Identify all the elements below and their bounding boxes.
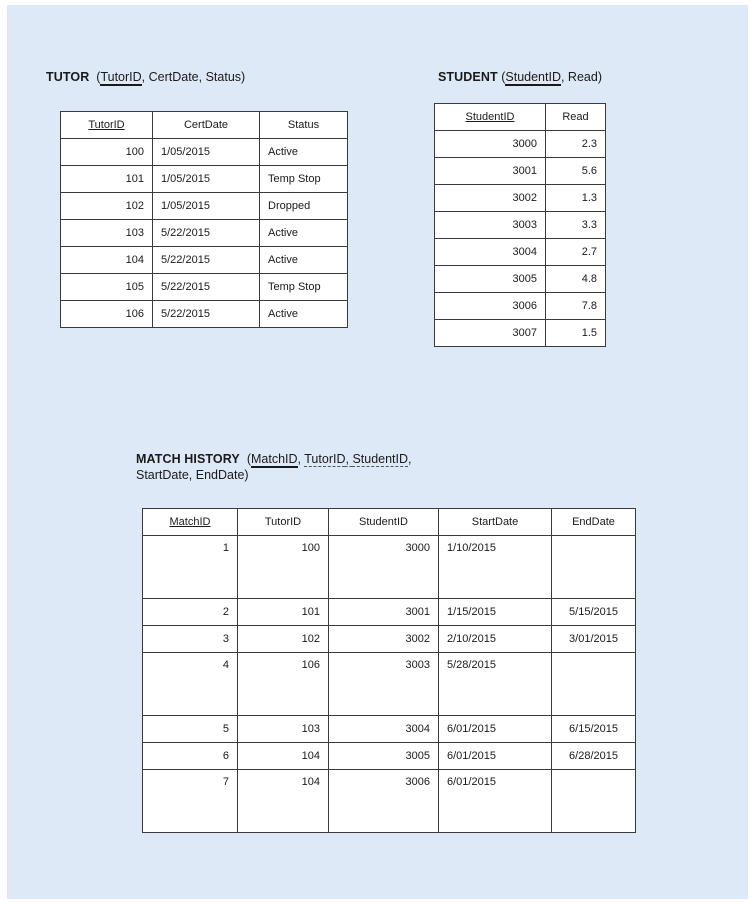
tutor-relation-name: TUTOR	[46, 70, 90, 84]
table-row	[143, 626, 636, 653]
column-header-certdate: CertDate	[153, 112, 260, 139]
cell: Temp Stop	[260, 166, 348, 193]
cell: 103	[238, 716, 329, 743]
table-row	[435, 185, 606, 212]
cell: Active	[260, 139, 348, 166]
table-row	[61, 301, 348, 328]
cell: 1.5	[546, 320, 606, 347]
cell: 100	[61, 139, 153, 166]
table-row	[61, 220, 348, 247]
cell: 3004	[329, 716, 439, 743]
table-row	[61, 139, 348, 166]
cell: Active	[260, 220, 348, 247]
cell: 6/01/2015	[439, 716, 552, 743]
match-open-paren: (	[246, 452, 251, 466]
cell: 5/28/2015	[439, 653, 552, 716]
cell: 101	[238, 599, 329, 626]
cell: 1/05/2015	[153, 139, 260, 166]
cell: 100	[238, 536, 329, 599]
student-table	[434, 103, 606, 347]
cell: 103	[61, 220, 153, 247]
cell: 7	[143, 770, 238, 833]
cell: 3006	[435, 293, 546, 320]
cell: Active	[260, 301, 348, 328]
cell: 1/05/2015	[153, 193, 260, 220]
table-header-row	[435, 104, 606, 131]
cell: 104	[238, 770, 329, 833]
student-attrs-rest: , Read)	[560, 70, 602, 84]
figure-page	[7, 5, 748, 899]
tutor-open-paren: (	[96, 70, 101, 84]
tutor-heading	[46, 70, 245, 85]
cell: 1	[143, 536, 238, 599]
cell: 3.3	[546, 212, 606, 239]
tutor-pk-attr: TutorID	[100, 70, 142, 84]
cell: 101	[61, 166, 153, 193]
cell: 3005	[435, 266, 546, 293]
cell: 2/10/2015	[439, 626, 552, 653]
table-row	[435, 158, 606, 185]
column-header-read: Read	[546, 104, 606, 131]
cell: 3000	[329, 536, 439, 599]
column-header-tutorid: TutorID	[238, 509, 329, 536]
table-row	[435, 131, 606, 158]
match-fk-sep: ,	[345, 452, 353, 466]
match-after-fk: ,	[408, 452, 412, 466]
cell: 3001	[435, 158, 546, 185]
table-row	[61, 193, 348, 220]
match-history-table	[142, 508, 636, 833]
cell: 5/22/2015	[153, 247, 260, 274]
cell: 104	[61, 247, 153, 274]
match-history-heading	[136, 452, 412, 467]
match-fk-studentid: StudentID	[352, 452, 409, 466]
cell: 3/01/2015	[552, 626, 636, 653]
cell: 3002	[435, 185, 546, 212]
match-history-heading-line2: StartDate, EndDate)	[136, 468, 249, 482]
column-header-matchid: MatchID	[143, 509, 238, 536]
table-row	[61, 247, 348, 274]
table-header-row	[61, 112, 348, 139]
table-row	[143, 716, 636, 743]
cell: 3002	[329, 626, 439, 653]
cell: 5	[143, 716, 238, 743]
cell: 3007	[435, 320, 546, 347]
cell: 106	[238, 653, 329, 716]
cell: 7.8	[546, 293, 606, 320]
match-history-relation-name: MATCH HISTORY	[136, 452, 240, 466]
cell: 3003	[329, 653, 439, 716]
cell: 3003	[435, 212, 546, 239]
tutor-attrs-rest: , CertDate, Status)	[141, 70, 246, 84]
table-row	[61, 166, 348, 193]
cell: Temp Stop	[260, 274, 348, 301]
table-row	[435, 293, 606, 320]
cell: 105	[61, 274, 153, 301]
table-row	[435, 266, 606, 293]
cell: 104	[238, 743, 329, 770]
match-fk-tutorid: TutorID	[304, 452, 346, 466]
cell: 6/15/2015	[552, 716, 636, 743]
tutor-table	[60, 111, 348, 328]
table-row	[143, 599, 636, 626]
cell: 6/01/2015	[439, 770, 552, 833]
cell	[552, 770, 636, 833]
table-header-row	[143, 509, 636, 536]
cell: 5/22/2015	[153, 274, 260, 301]
cell: 6/28/2015	[552, 743, 636, 770]
cell: 5/15/2015	[552, 599, 636, 626]
cell: 1/05/2015	[153, 166, 260, 193]
cell: 2.3	[546, 131, 606, 158]
column-header-status: Status	[260, 112, 348, 139]
table-row	[435, 212, 606, 239]
table-row	[143, 653, 636, 716]
cell: 3005	[329, 743, 439, 770]
cell: 3004	[435, 239, 546, 266]
cell: 3000	[435, 131, 546, 158]
cell: 4.8	[546, 266, 606, 293]
cell: 6/01/2015	[439, 743, 552, 770]
cell	[552, 653, 636, 716]
table-row	[61, 274, 348, 301]
match-sep: ,	[297, 452, 305, 466]
student-open-paren: (	[501, 70, 506, 84]
cell: 5.6	[546, 158, 606, 185]
match-pk-attr: MatchID	[250, 452, 298, 466]
table-row	[435, 239, 606, 266]
cell: Active	[260, 247, 348, 274]
cell: 102	[238, 626, 329, 653]
column-header-enddate: EndDate	[552, 509, 636, 536]
cell: 102	[61, 193, 153, 220]
cell	[552, 536, 636, 599]
cell: 1/15/2015	[439, 599, 552, 626]
cell: 4	[143, 653, 238, 716]
cell: 3	[143, 626, 238, 653]
cell: 1.3	[546, 185, 606, 212]
table-row	[143, 770, 636, 833]
cell: 3006	[329, 770, 439, 833]
column-header-startdate: StartDate	[439, 509, 552, 536]
student-relation-name: STUDENT	[438, 70, 498, 84]
cell: 2	[143, 599, 238, 626]
table-row	[143, 743, 636, 770]
table-row	[143, 536, 636, 599]
column-header-studentid: StudentID	[435, 104, 546, 131]
cell: 5/22/2015	[153, 301, 260, 328]
cell: 2.7	[546, 239, 606, 266]
cell: 6	[143, 743, 238, 770]
cell: Dropped	[260, 193, 348, 220]
table-row	[435, 320, 606, 347]
cell: 5/22/2015	[153, 220, 260, 247]
column-header-studentid: StudentID	[329, 509, 439, 536]
column-header-tutorid: TutorID	[61, 112, 153, 139]
student-pk-attr: StudentID	[505, 70, 561, 84]
cell: 1/10/2015	[439, 536, 552, 599]
cell: 3001	[329, 599, 439, 626]
cell: 106	[61, 301, 153, 328]
student-heading	[438, 70, 602, 85]
